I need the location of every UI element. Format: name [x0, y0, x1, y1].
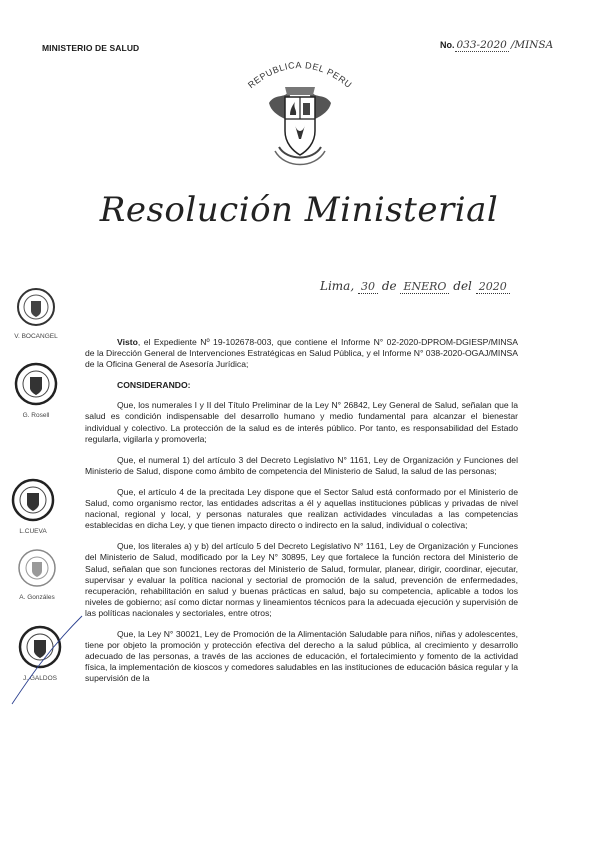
- stamp-caption: J. GALDOS: [23, 675, 57, 682]
- resolution-number-label: No.: [440, 40, 455, 50]
- approval-stamp: [10, 362, 62, 419]
- body-paragraph: Que, los numerales I y II del Título Preliminar de la Ley N° 26842, Ley General de Salud, señalan que la salud es condición indispensable del desarrollo humano y medio fundamental para alcanzar el bienestar individual y colectivo. La protección de la salud es de interés público. Por tanto, es responsabilidad del Estado regularla, vigilarla y promoverla;: [85, 400, 518, 444]
- date-month: ENERO: [400, 280, 449, 294]
- visto-text: , el Expediente Nº 19-102678-003, que contiene el Informe N° 02-2020-DPROM-DGIESP/MINSA de la Dirección General de Intervenciones Estratégicas en Salud Pública, y el Informe N° 038-2020-OGAJ/MINSA de la Oficina General de Asesoría Jurídica;: [85, 337, 518, 370]
- document-title: Resolución Ministerial: [99, 190, 499, 230]
- stamp-caption: V. BOCANGEL: [14, 333, 58, 340]
- visto-paragraph: [85, 337, 518, 370]
- arc-text-path: REPUBLICA DEL PERU: [246, 59, 354, 91]
- coat-of-arms-icon: [265, 85, 335, 170]
- date-de: de: [381, 279, 397, 293]
- approval-stamp: [12, 548, 62, 601]
- body-paragraph: Que, los literales a) y b) del artículo 5 del Decreto Legislativo N° 1161, Ley de Organización y Funciones del Ministerio de Salud, modificado por la Ley N° 30895, Ley que fortalece la función rectora del Ministerio de Salud, señalan que son funciones rectoras del Ministerio de Salud, formular, planear, dirigir, coordinar, ejecutar, supervisar y evaluar la política nacional y sectorial de promoción de la salud, prevención de enfermedades, recuperación, rehabilitación en salud y buenas prácticas en salud, bajo su competencia, aplicable a todos los niveles de gobierno; así como dictar normas y lineamientos técnicos para la adecuada ejecución y supervisión de las políticas nacionales y sectoriales, entre otros;: [85, 541, 518, 618]
- visto-label: Visto: [117, 337, 138, 347]
- stamp-caption: A. Gonzáles: [19, 594, 55, 601]
- body-paragraph: Que, el artículo 4 de la precitada Ley dispone que el Sector Salud está conformado por el Ministerio de Salud, como organismo rector, las entidades adscritas a él y aquellas instituciones públicas y privadas de nivel nacional, regional y local, y personas naturales que realizan actividades vinculadas a las competencias establecidas en dicha Ley, y que tienen impacto directo o indirecto en la salud, individual o colectiva;: [85, 486, 518, 531]
- considerando-heading: CONSIDERANDO:: [117, 380, 191, 391]
- date-year: 2020: [476, 280, 510, 294]
- stamp-caption: L.CUEVA: [19, 528, 47, 535]
- seal-icon: [16, 287, 56, 327]
- document-body: [85, 337, 518, 694]
- ministry-name: MINISTERIO DE SALUD: [42, 43, 140, 53]
- stamp-caption: G. Rosell: [22, 412, 50, 419]
- body-paragraph: Que, el numeral 1) del artículo 3 del Decreto Legislativo N° 1161, Ley de Organización y Funciones del Ministerio de Salud, dispone como ámbito de competencia del Ministerio de Salud, la salud de las personas;: [85, 454, 518, 476]
- approval-stamp: [8, 478, 58, 535]
- resolution-number-suffix: /MINSA: [510, 39, 554, 51]
- date-city: Lima,: [320, 279, 355, 293]
- date-del: del: [453, 279, 472, 293]
- body-paragraph: Que, la Ley N° 30021, Ley de Promoción de la Alimentación Saludable para niños, niñas y adolescentes, tiene por objeto la promoción y protección efectiva del derecho a la salud pública, al crecimiento y desarrollo adecuado de las personas, a través de las acciones de educación, el fortalecimiento y fomento de la actividad física, la implementación de kioscos y comedores saludables en las instituciones de educación básica regular y la supervisión de la: [85, 628, 518, 684]
- resolution-number: [440, 39, 555, 51]
- seal-icon: [17, 548, 57, 588]
- signature-stroke-icon: [8, 610, 88, 710]
- seal-icon: [14, 362, 58, 406]
- date-line: [320, 279, 510, 293]
- approval-stamp: [14, 287, 58, 340]
- date-day: 30: [358, 280, 378, 294]
- seal-icon: [11, 478, 55, 522]
- resolution-number-value: 033-2020: [456, 39, 507, 51]
